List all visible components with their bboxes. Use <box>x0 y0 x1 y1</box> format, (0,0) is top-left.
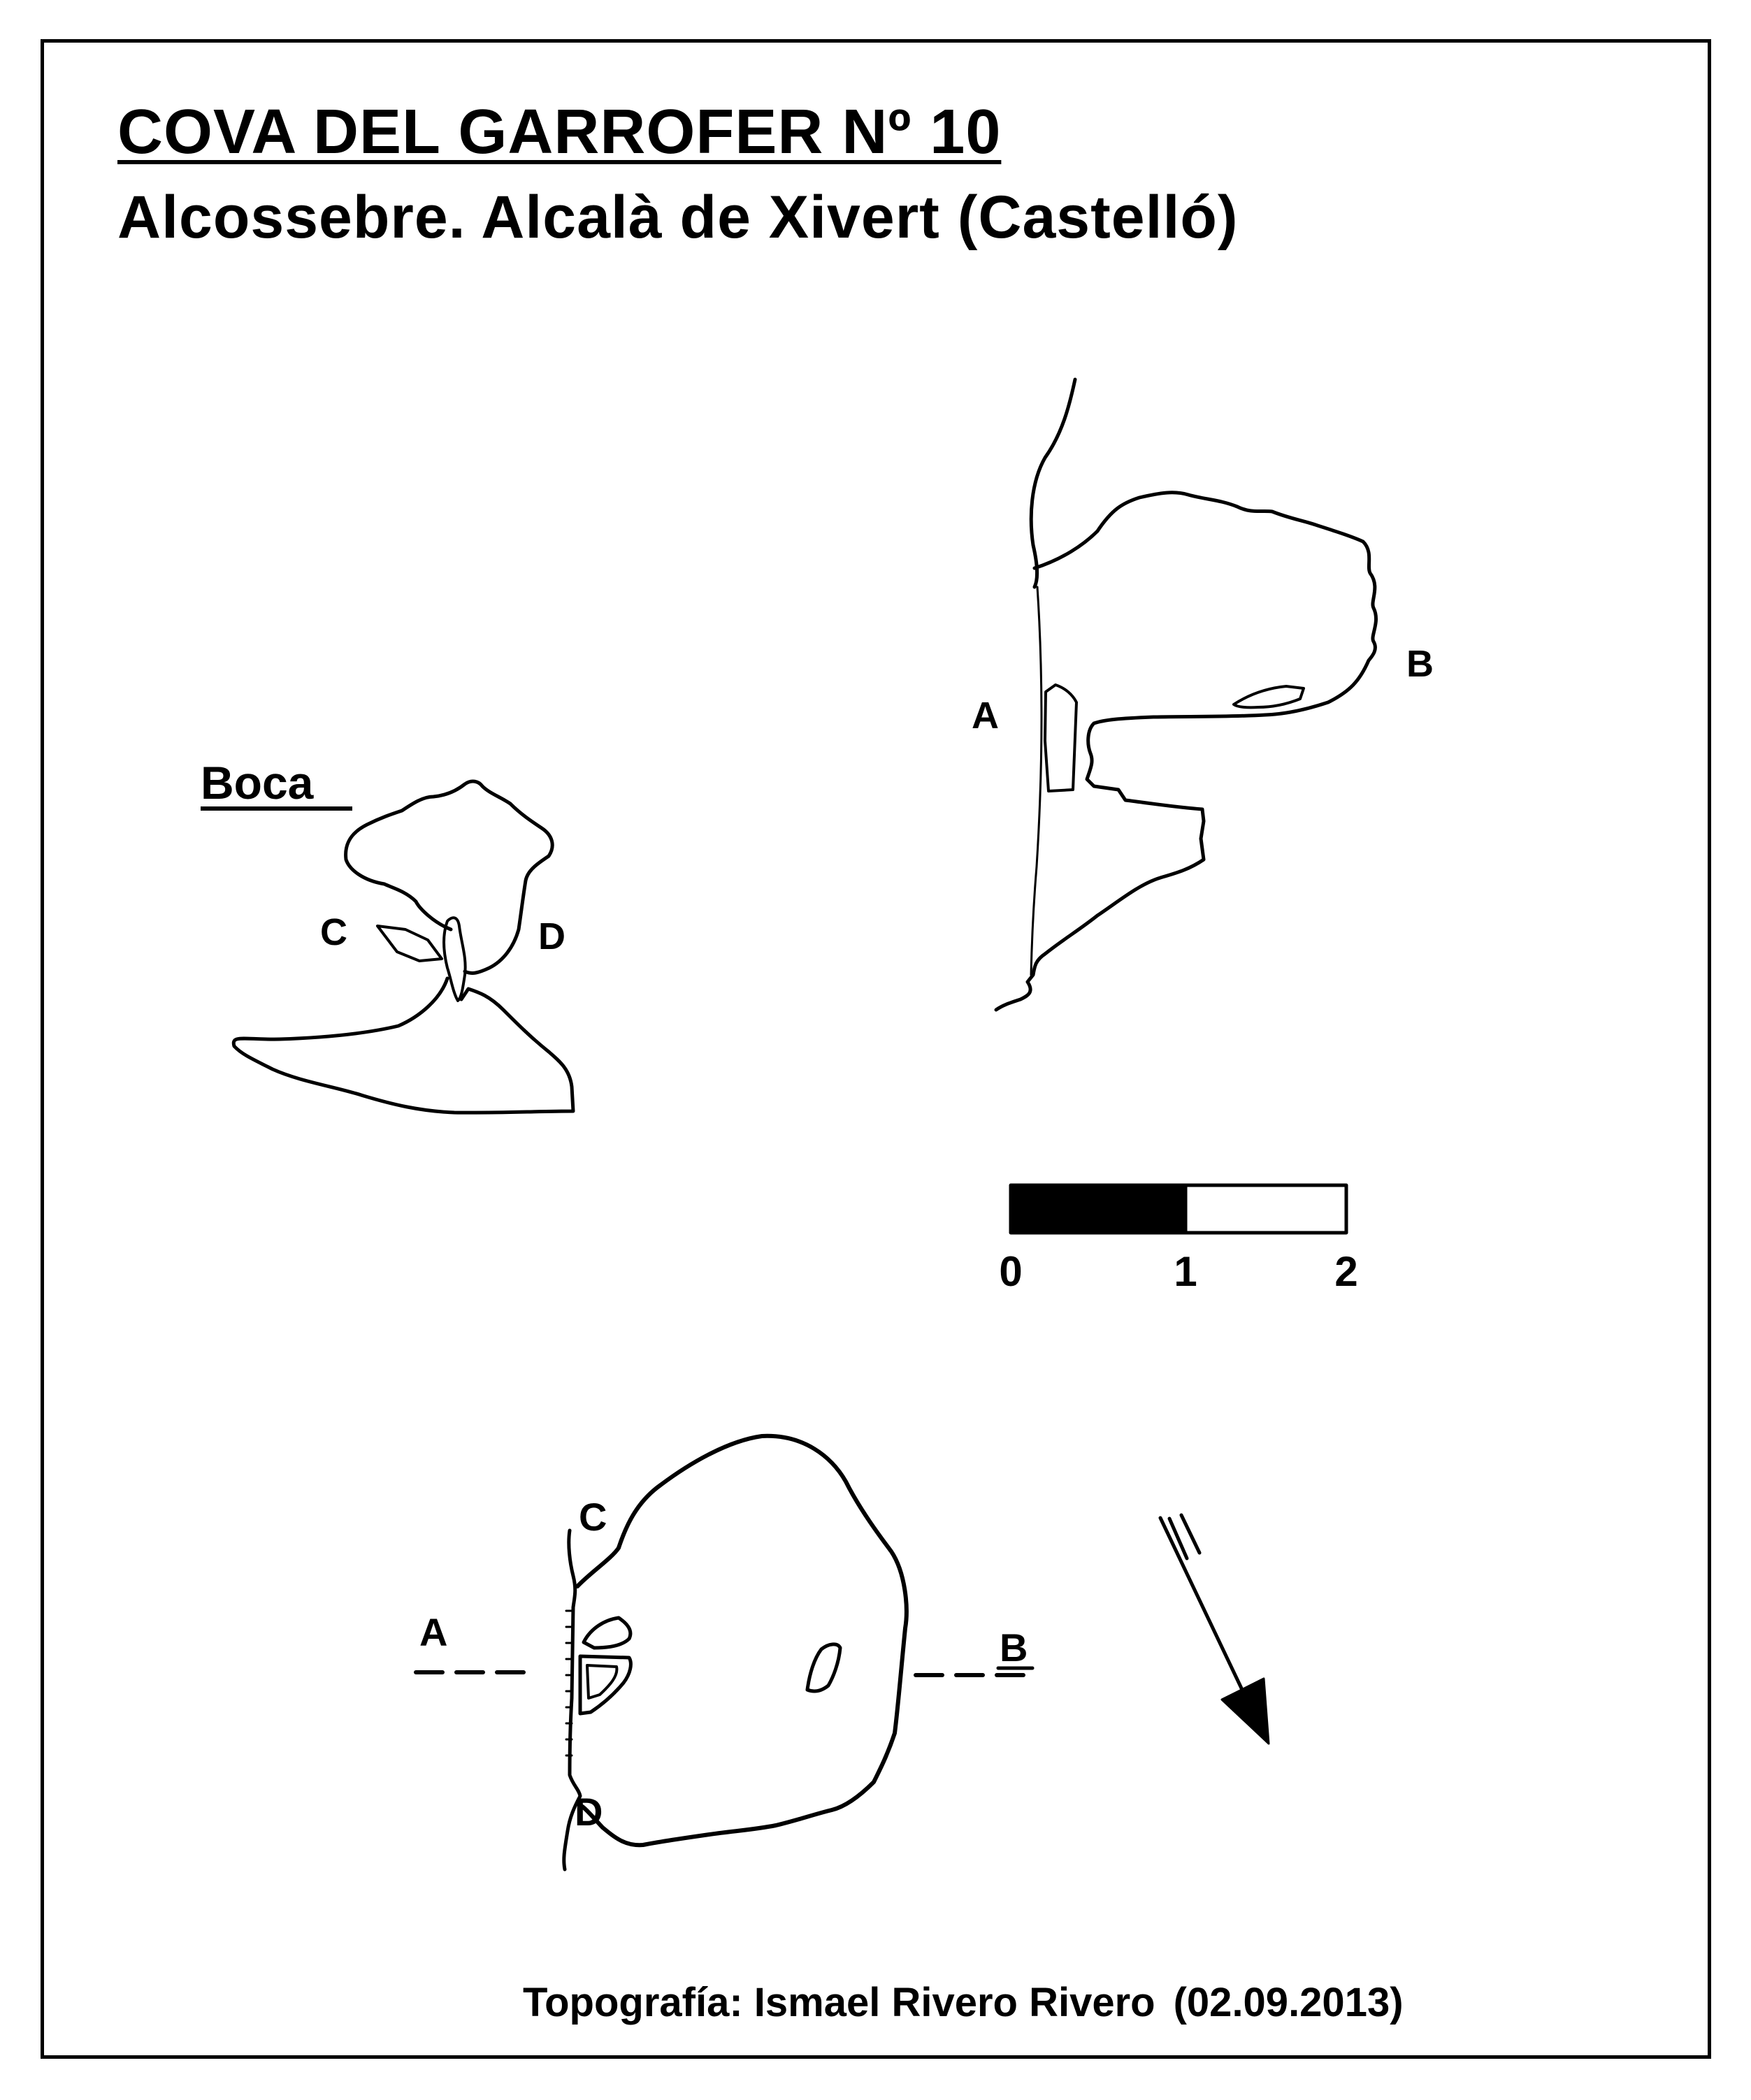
page-subtitle: Alcossebre. Alcalà de Xivert (Castelló) <box>117 184 1239 251</box>
footer-credit <box>523 1979 1404 2026</box>
credit-author: Topografía: Ismael Rivero Rivero <box>523 1980 1155 2025</box>
scale-bar-white-segment <box>1186 1185 1346 1233</box>
scale-tick-0: 0 <box>999 1248 1023 1295</box>
credit-date: (02.09.2013) <box>1173 1980 1404 2025</box>
plan-rock-upper <box>584 1618 630 1648</box>
entrance-rock-left <box>377 926 442 961</box>
section-chamber-outline <box>996 493 1376 1010</box>
section-view <box>972 379 1434 1010</box>
entrance-point-c: C <box>320 911 347 953</box>
plan-point-a: A <box>419 1610 448 1654</box>
plan-point-c: C <box>579 1495 607 1539</box>
section-inner-line <box>1031 587 1042 975</box>
north-arrow-icon <box>1160 1515 1269 1744</box>
section-point-b: B <box>1406 643 1434 685</box>
scale-bar-black-segment <box>1011 1185 1186 1233</box>
plan-point-b: B <box>1000 1625 1028 1670</box>
section-outer-wall <box>1031 379 1075 587</box>
entrance-view <box>233 781 573 1113</box>
plan-point-d: D <box>575 1790 603 1834</box>
page-title: COVA DEL GARROFER Nº 10 <box>117 97 1002 167</box>
scale-bar <box>999 1185 1357 1295</box>
entrance-title: Boca <box>201 757 314 809</box>
entrance-pillar <box>444 918 466 1001</box>
entrance-outline <box>346 781 553 973</box>
scale-tick-1: 1 <box>1174 1248 1197 1295</box>
section-rock-block <box>1045 685 1076 791</box>
scale-tick-2: 2 <box>1334 1248 1358 1295</box>
plan-rock-right <box>807 1644 840 1691</box>
entrance-lower-outline <box>233 978 573 1113</box>
section-rock-b <box>1234 686 1304 707</box>
plan-view <box>416 1436 1032 1869</box>
section-point-a: A <box>972 695 999 737</box>
entrance-point-d: D <box>538 915 565 957</box>
